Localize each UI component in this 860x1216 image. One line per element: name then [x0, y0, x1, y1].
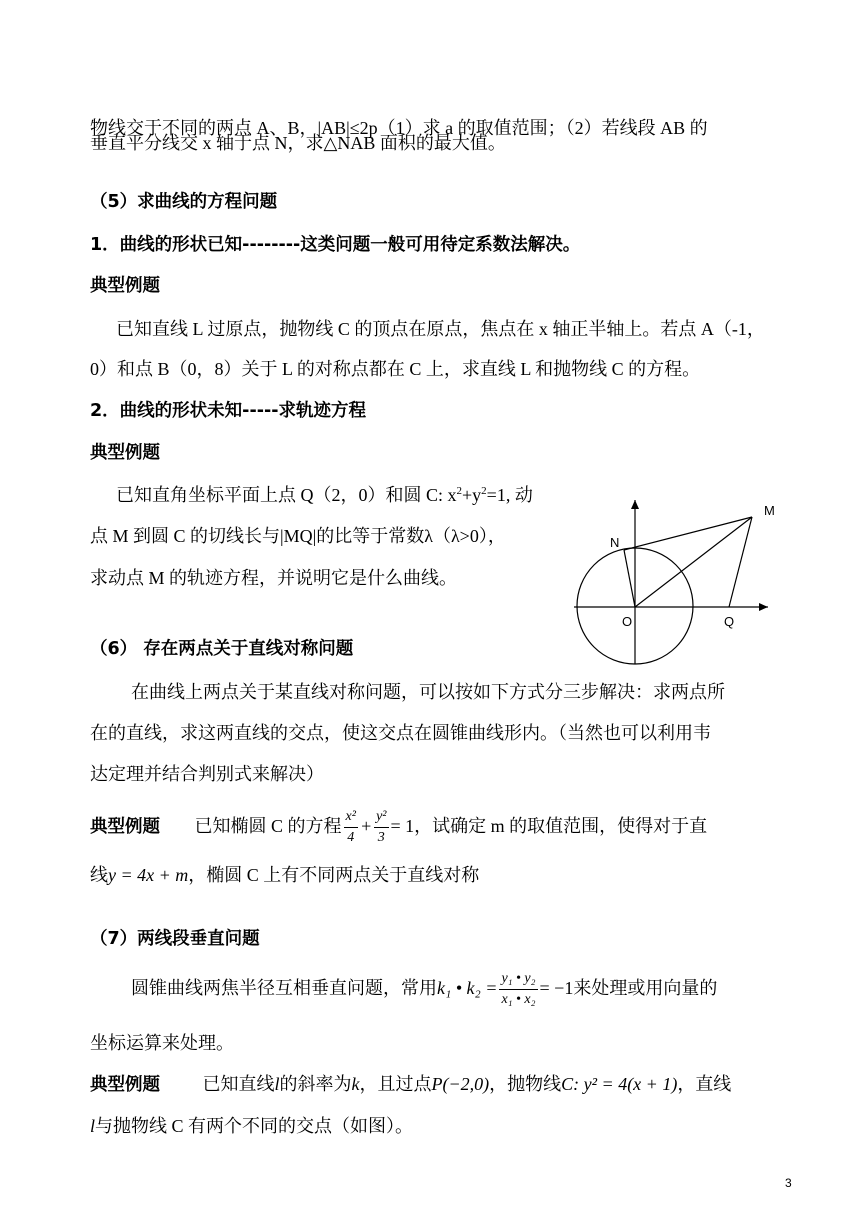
y-axis-arrow-icon: [631, 500, 639, 509]
text-segment: ，抛物线: [489, 1074, 562, 1094]
example-title: 典型例题: [90, 1075, 160, 1095]
text-segment: 圆锥曲线两焦半径互相垂直问题，常用: [131, 978, 437, 998]
text-line: 已知直线 L 过原点，抛物线 C 的顶点在原点，焦点在 x 轴正半轴上。若点 A（-1，: [116, 319, 765, 339]
segment-mq: [729, 517, 752, 607]
math-symbol: +: [359, 816, 373, 836]
section-heading-5: （5）求曲线的方程问题: [90, 192, 278, 212]
math-expression: C: y² = 4(x + 1): [561, 1074, 678, 1094]
fraction: [344, 807, 358, 848]
fraction-denominator: 3: [377, 830, 385, 846]
text-segment: 与抛物线 C 有两个不同的交点（如图）。: [95, 1116, 414, 1136]
section-heading-6: （6） 存在两点关于直线对称问题: [90, 639, 354, 659]
label-m: M: [764, 503, 775, 518]
page-number: 3: [785, 1176, 792, 1190]
segment-om: [635, 517, 752, 607]
text-segment: ，试确定 m 的取值范围，使得对于直: [414, 816, 708, 836]
tangent-nm: [624, 517, 752, 550]
superscript: 2: [456, 485, 463, 497]
text-line: [131, 968, 836, 1010]
text-segment: =1, 动: [486, 485, 533, 505]
text-line: 求动点 M 的轨迹方程，并说明它是什么曲线。: [90, 568, 458, 588]
text-line: 点 M 到圆 C 的切线长与|MQ|的比等于常数λ（λ>0），: [90, 526, 506, 546]
segment-on: [624, 550, 635, 607]
math-expression: y = 4x + m: [108, 865, 189, 885]
text-line: [90, 806, 795, 848]
fraction-denominator: 4: [347, 830, 355, 846]
example-title: 典型例题: [90, 817, 160, 837]
text-segment: ，且过点: [359, 1074, 432, 1094]
text-segment: 线: [90, 865, 108, 885]
text-line: 在的直线，求这两直线的交点，使这交点在圆锥曲线形内。（当然也可以利用韦: [90, 723, 711, 743]
math-expression: P(−2,0): [431, 1074, 490, 1094]
math-expression: k₁ • k₂ =: [437, 978, 498, 998]
label-o: O: [622, 614, 633, 629]
text-segment: +y: [462, 485, 482, 505]
text-line: [90, 858, 795, 892]
text-line: 在曲线上两点关于某直线对称问题，可以按如下方式分三步解决：求两点所: [131, 682, 725, 702]
math-expression: = −1: [539, 978, 574, 998]
section-heading-7: （7）两线段垂直问题: [90, 929, 260, 949]
text-line: [90, 1109, 795, 1143]
text-segment: 已知直线: [202, 1074, 275, 1094]
fraction-numerator: y₁ • y₂: [499, 969, 537, 990]
text-segment: 已知椭圆 C 的方程: [194, 816, 342, 836]
label-q: Q: [724, 614, 735, 629]
superscript: 2: [481, 485, 487, 497]
text-line: 0）和点 B（0，8）关于 L 的对称点都在 C 上，求直线 L 和抛物线 C 的方程。: [90, 359, 701, 379]
math-symbol: l: [90, 1116, 96, 1136]
subsection-heading: 1．曲线的形状已知--------这类问题一般可用待定系数法解决。: [90, 235, 581, 255]
text-segment: ，直线: [677, 1074, 732, 1094]
example-title: 典型例题: [90, 443, 160, 463]
label-n: N: [610, 535, 620, 550]
text-segment: 已知直角坐标平面上点 Q（2，0）和圆 C: x: [116, 485, 457, 505]
text-line: 物线交于不同的两点 A、B，|AB|≤2p（1）求 a 的取值范围；（2）若线段 AB 的: [90, 118, 708, 138]
math-symbol: l: [274, 1074, 280, 1094]
fraction: [499, 969, 537, 1010]
math-symbol: = 1: [390, 816, 415, 836]
text-line: 垂直平分线交 x 轴于点 N，求△NAB 面积的最大值。: [90, 133, 506, 153]
x-axis-arrow-icon: [759, 603, 768, 611]
fraction-numerator: y²: [374, 807, 388, 828]
example-title: 典型例题: [90, 276, 160, 296]
text-segment: ，椭圆 C 上有不同两点关于直线对称: [188, 865, 480, 885]
fraction-numerator: x²: [344, 807, 358, 828]
math-symbol: k: [351, 1074, 360, 1094]
text-line: [90, 1067, 795, 1102]
text-segment: 的斜率为: [279, 1074, 352, 1094]
text-line: 达定理并结合判别式来解决）: [90, 764, 324, 784]
fraction: [374, 807, 388, 848]
subsection-heading: 2．曲线的形状未知-----求轨迹方程: [90, 401, 366, 421]
text-segment: 来处理或用向量的: [573, 978, 718, 998]
text-line: 坐标运算来处理。: [90, 1033, 234, 1053]
fraction-denominator: x₁ • x₂: [501, 992, 536, 1008]
